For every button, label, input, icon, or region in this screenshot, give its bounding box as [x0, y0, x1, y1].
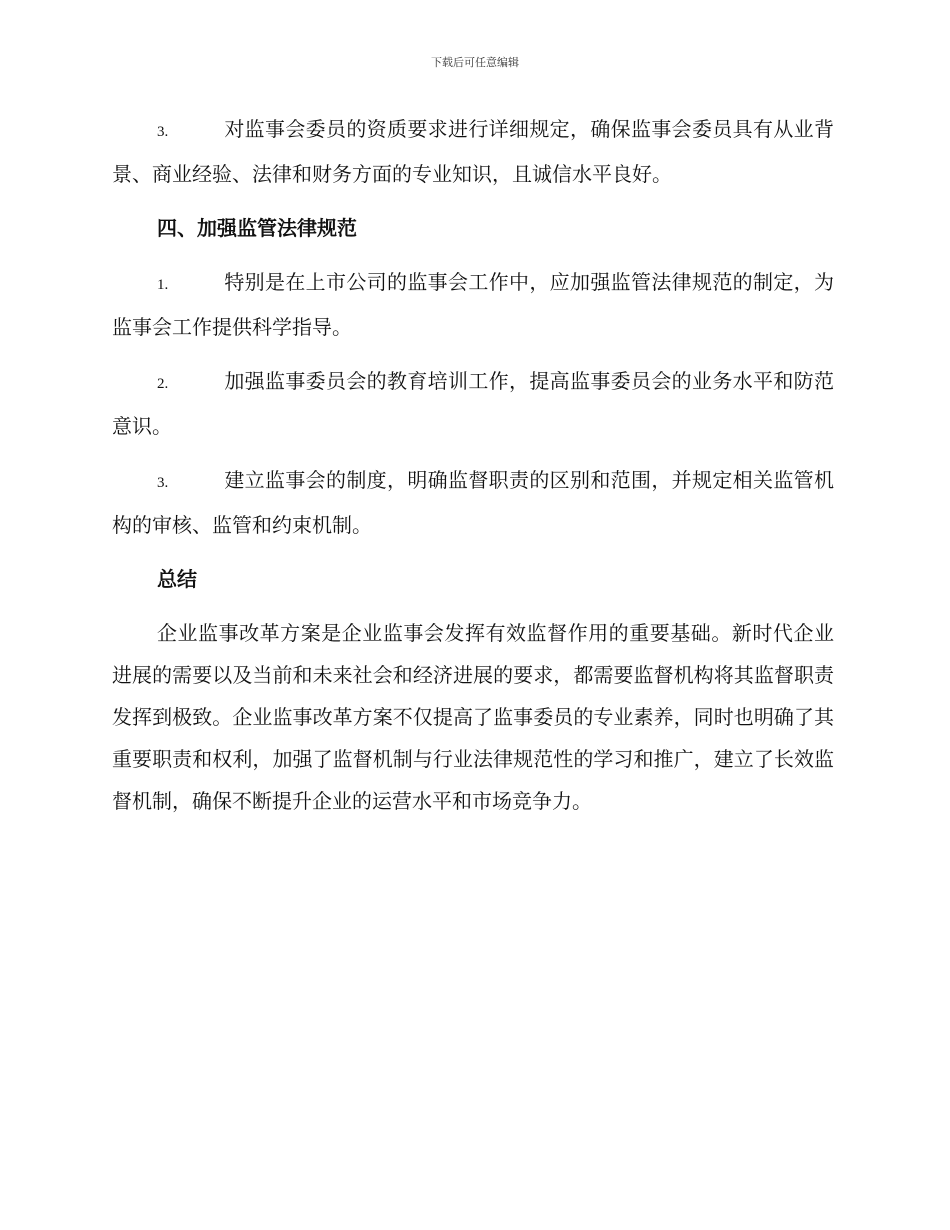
- list-item-training: [112, 360, 834, 447]
- document-body: [112, 108, 834, 822]
- list-item-text: 加强监事委员会的教育培训工作，提高监事委员会的业务水平和防范意识。: [112, 369, 834, 438]
- list-item-text: 对监事会委员的资质要求进行详细规定，确保监事会委员具有从业背景、商业经验、法律和财务方面的专业知识，且诚信水平良好。: [112, 117, 834, 186]
- section-heading-summary: 总结: [157, 567, 197, 591]
- section-heading-regulation: 四、加强监管法律规范: [157, 216, 357, 240]
- list-item-qualification: [112, 108, 834, 195]
- page-header: 下载后可任意编辑: [431, 56, 519, 69]
- list-item-legal-norms: [112, 261, 834, 348]
- list-number: 3.: [157, 124, 169, 140]
- summary-paragraph: 企业监事改革方案是企业监事会发挥有效监督作用的重要基础。新时代企业进展的需要以及当前和未来社会和经济进展的要求，都需要监督机构将其监督职责发挥到极致。企业监事改革方案不仅提高了监事委员的专业素养，同时也明确了其重要职责和权利，加强了监督机制与行业法律规范性的学习和推广，建立了长效监督机制，确保不断提升企业的运营水平和市场竞争力。: [112, 621, 834, 813]
- list-number: 2.: [157, 376, 169, 392]
- list-number: 1.: [157, 277, 169, 293]
- list-number: 3.: [157, 475, 169, 491]
- list-item-text: 特别是在上市公司的监事会工作中，应加强监管法律规范的制定，为监事会工作提供科学指导。: [112, 270, 834, 339]
- list-item-system: [112, 459, 834, 546]
- list-item-text: 建立监事会的制度，明确监督职责的区别和范围，并规定相关监管机构的审核、监管和约束机制。: [112, 468, 834, 537]
